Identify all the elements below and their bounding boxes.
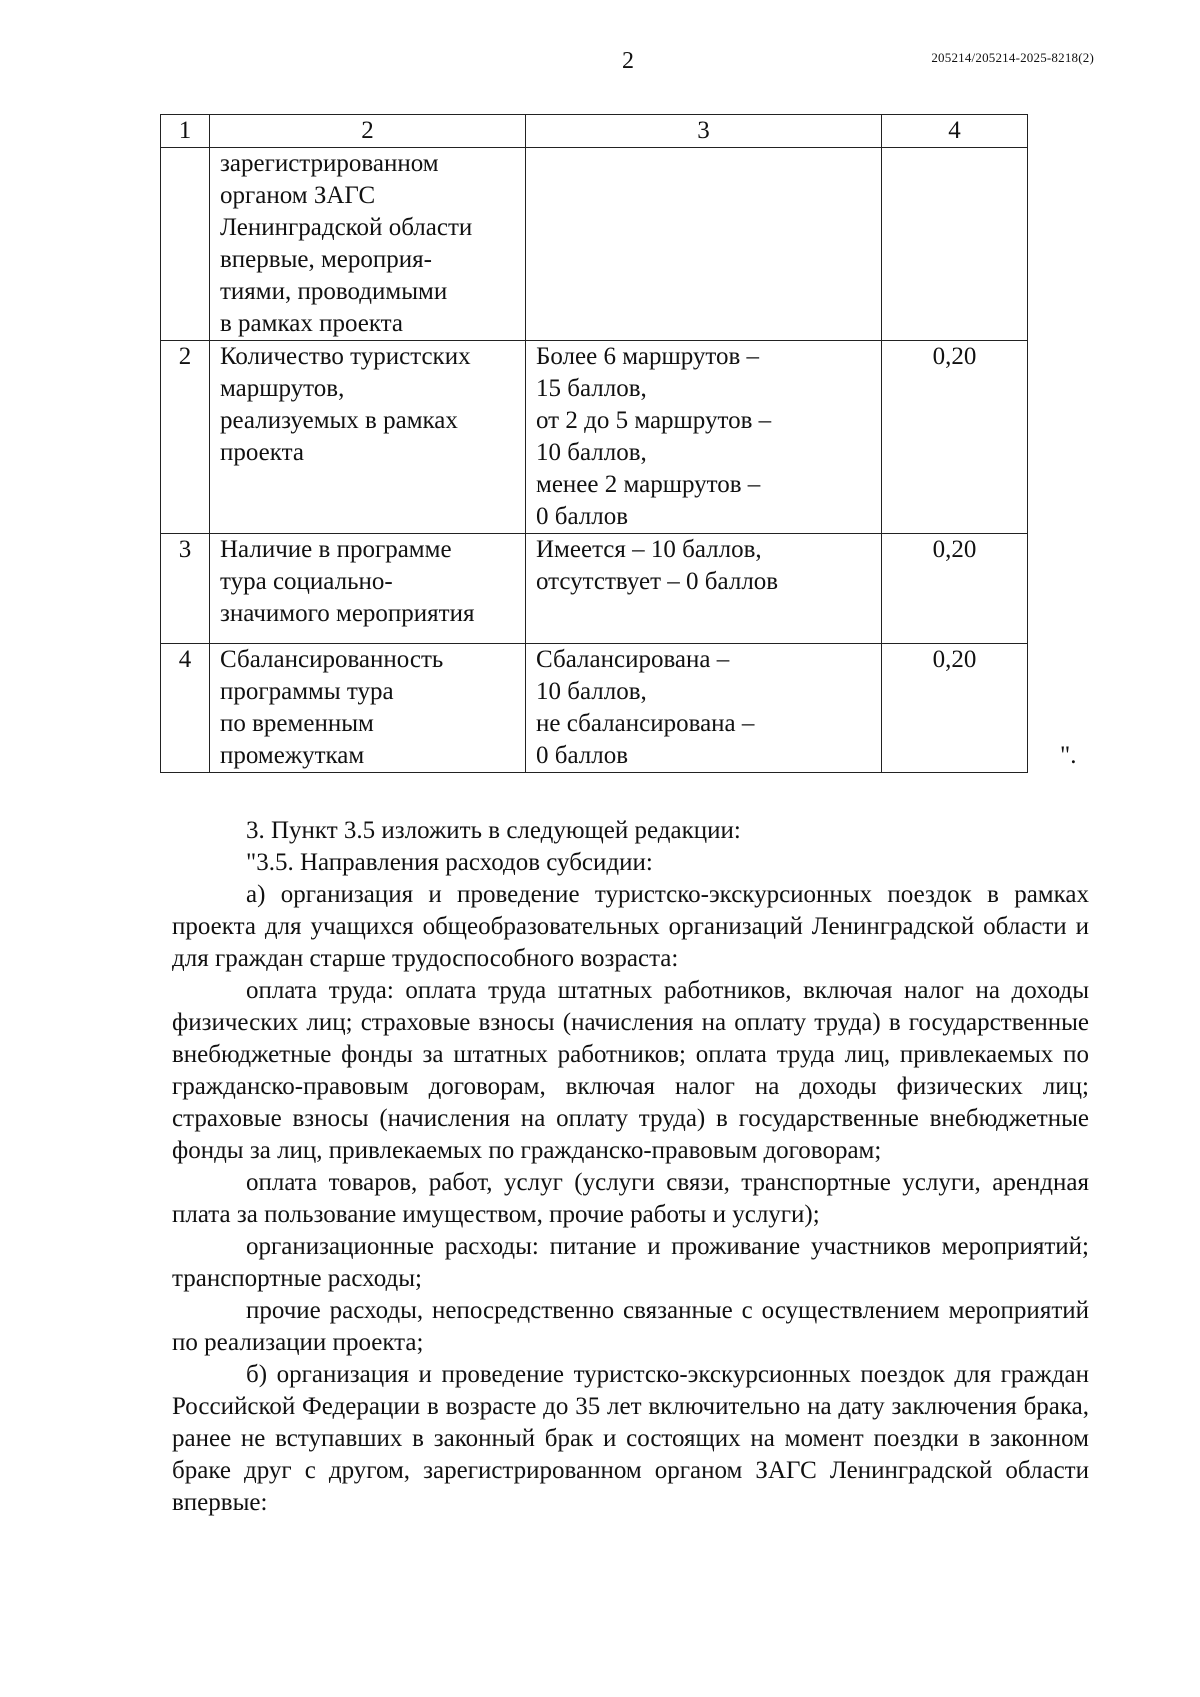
scores-cell: Более 6 маршрутов – 15 баллов, от 2 до 5 маршрутов – 10 баллов, менее 2 маршрутов – 0 баллов xyxy=(526,341,882,534)
weight-cell: 0,20 xyxy=(882,534,1028,644)
body-text xyxy=(172,815,1089,1519)
criterion-cell: Количество туристских маршрутов, реализуемых в рамках проекта xyxy=(210,341,526,534)
row-number xyxy=(161,148,210,341)
paragraph: 3. Пункт 3.5 изложить в следующей редакции: xyxy=(246,817,741,844)
table-row xyxy=(161,644,1028,773)
weight-cell: 0,20 xyxy=(882,644,1028,773)
paragraph: организационные расходы: питание и проживание участников мероприятий; транспортные расходы; xyxy=(172,1233,1089,1292)
table-row xyxy=(161,341,1028,534)
paragraph: "3.5. Направления расходов субсидии: xyxy=(246,849,653,876)
row-number: 2 xyxy=(161,341,210,534)
criterion-cell: Сбалансированность программы тура по временным промежуткам xyxy=(210,644,526,773)
table-row xyxy=(161,148,1028,341)
scores-cell xyxy=(526,148,882,341)
header-cell-3: 3 xyxy=(526,115,882,148)
row-number: 3 xyxy=(161,534,210,644)
criterion-cell: зарегистрированном органом ЗАГС Ленинградской области впервые, мероприя- тиями, проводимыми в рамках проекта xyxy=(210,148,526,341)
criteria-table xyxy=(160,114,1028,773)
weight-cell: 0,20 xyxy=(882,341,1028,534)
criterion-cell: Наличие в программе тура социально- значимого мероприятия xyxy=(210,534,526,644)
paragraph: а) организация и проведение туристско-экскурсионных поездок в рамках проекта для учащихся общеобразовательных организаций Ленинградской области и для граждан старше трудоспособного возраста: xyxy=(172,881,1089,972)
row-number: 4 xyxy=(161,644,210,773)
closing-quote: ". xyxy=(1060,742,1077,769)
scores-cell: Сбалансирована – 10 баллов, не сбалансирована – 0 баллов xyxy=(526,644,882,773)
table-header-row xyxy=(161,115,1028,148)
header-cell-2: 2 xyxy=(210,115,526,148)
paragraph: оплата труда: оплата труда штатных работников, включая налог на доходы физических лиц; страховые взносы (начисления на оплату труда) в государственные внебюджетные фонды за штатных работников; оплата труда лиц, привлекаемых по гражданско-правовым договорам, включая налог на доходы физических лиц; страховые взносы (начисления на оплату труда) в государственные внебюджетные фонды за лиц, привлекаемых по гражданско-правовым договорам; xyxy=(172,977,1089,1164)
document-code: 205214/205214-2025-8218(2) xyxy=(931,50,1094,65)
page-number: 2 xyxy=(622,48,634,74)
paragraph: оплата товаров, работ, услуг (услуги связи, транспортные услуги, арендная плата за пользование имуществом, прочие работы и услуги); xyxy=(172,1169,1089,1228)
paragraph: прочие расходы, непосредственно связанные с осуществлением мероприятий по реализации проекта; xyxy=(172,1297,1089,1356)
paragraph: б) организация и проведение туристско-экскурсионных поездок для граждан Российской Федерации в возрасте до 35 лет включительно на дату заключения брака, ранее не вступавших в законный брак и состоящих на момент поездки в законном браке друг с другом, зарегистрированном органом ЗАГС Ленинградской области впервые: xyxy=(172,1361,1089,1516)
scores-cell: Имеется – 10 баллов, отсутствует – 0 баллов xyxy=(526,534,882,644)
header-cell-1: 1 xyxy=(161,115,210,148)
weight-cell xyxy=(882,148,1028,341)
header-cell-4: 4 xyxy=(882,115,1028,148)
table-row xyxy=(161,534,1028,644)
